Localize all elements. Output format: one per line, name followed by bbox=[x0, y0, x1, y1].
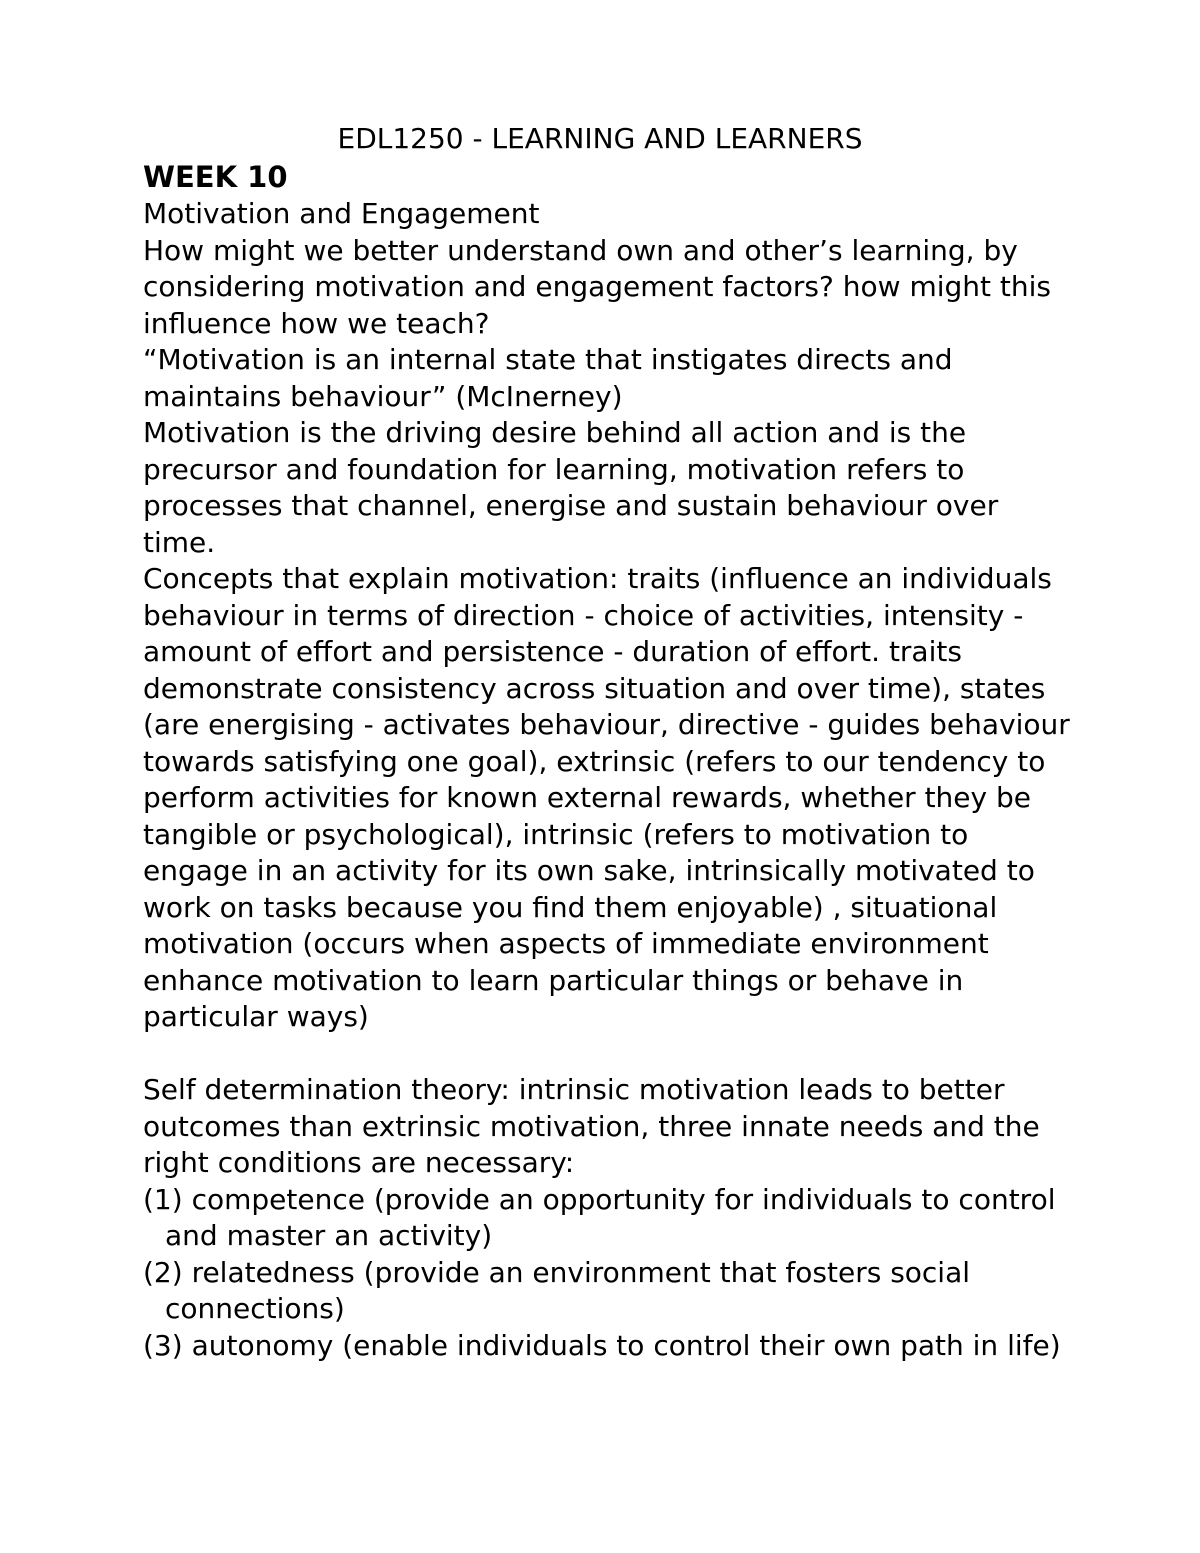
list-item: (1) competence (provide an opportunity for individuals to control and master an activity) bbox=[143, 1182, 1056, 1252]
quote-paragraph: “Motivation is an internal state that instigates directs and maintains behaviour” (McInerney) bbox=[143, 343, 953, 413]
paragraph: How might we better understand own and other’s learning, by considering motivation and engagement factors? how might this influence how we teach? bbox=[143, 233, 1051, 340]
paragraph: Concepts that explain motivation: traits (influence an individuals behaviour in terms of direction - choice of activities, intensity - amount of effort and persistence - duration of effort. traits demonstrate consistency across situation and over time), states (are energising - activates behaviour, directive - guides behaviour towards satisfying one goal), extrinsic (refers to our tendency to perform activities for known external rewards, whether they be tangible or psychological), intrinsic (refers to motivation to engage in an activity for its own sake, intrinsically motivated to work on tasks because you find them enjoyable) , situational motivation (occurs when aspects of immediate environment enhance motivation to learn particular things or behave in particular ways) bbox=[143, 562, 1070, 1033]
list-item: (3) autonomy (enable individuals to control their own path in life) bbox=[143, 1328, 1061, 1362]
sdt-intro-paragraph: Self determination theory: intrinsic motivation leads to better outcomes than extrinsic motivation, three innate needs and the right conditions are necessary: bbox=[143, 1073, 1040, 1179]
document-body bbox=[143, 120, 1073, 1364]
list-item: (2) relatedness (provide an environment that fosters social connections) bbox=[143, 1255, 971, 1325]
document-title: EDL1250 - LEARNING AND LEARNERS bbox=[337, 122, 863, 155]
topic-heading: Motivation and Engagement bbox=[143, 197, 540, 230]
blank-line bbox=[143, 1036, 1073, 1073]
paragraph: Motivation is the driving desire behind all action and is the precursor and foundation for learning, motivation refers to processes that channel, energise and sustain behaviour over time. bbox=[143, 416, 999, 559]
week-heading: WEEK 10 bbox=[143, 160, 288, 194]
